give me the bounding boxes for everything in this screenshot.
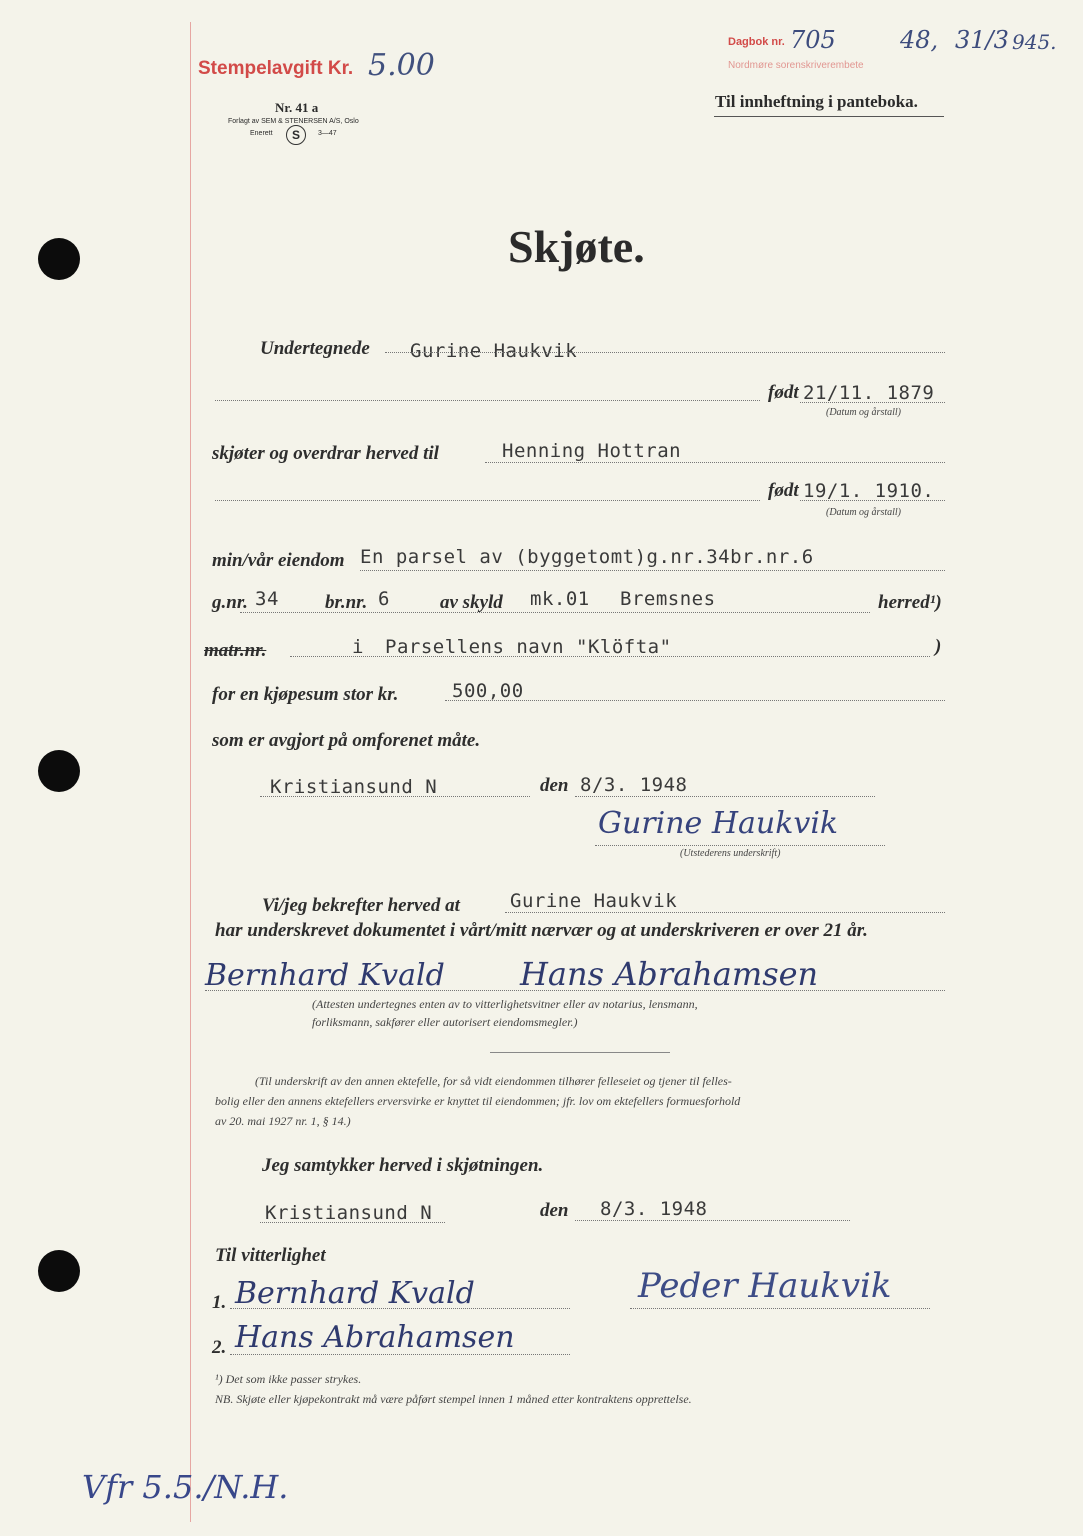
dotted-line xyxy=(230,1308,570,1309)
signature-caption: (Utstederens underskrift) xyxy=(680,848,781,859)
witness-signature-2: Hans Abrahamsen xyxy=(520,955,819,993)
gnr-label: g.nr. xyxy=(212,592,248,613)
stamp-value: 5.00 xyxy=(368,48,435,83)
close-paren: ) xyxy=(935,636,942,657)
skyld-value: mk.01 xyxy=(530,588,590,610)
journal-date: 31/3 xyxy=(955,26,1009,54)
spouse-note-line-2: bolig eller den annens ektefellers erversvirke er knyttet til eiendommen; jfr. lov om ektefellers formuesforhold xyxy=(215,1094,741,1108)
spouse-note-line: (Til underskrift av den annen ektefelle, for så vidt eiendommen tilhører felleseiet og tjener til felles- xyxy=(255,1074,732,1088)
signing-place: Kristiansund N xyxy=(270,776,438,798)
property-description: En parsel av (byggetomt)g.nr.34br.nr.6 xyxy=(360,546,814,568)
consent-text: Jeg samtykker herved i skjøtningen. xyxy=(262,1155,544,1176)
dotted-line xyxy=(260,796,530,797)
price-label: for en kjøpesum stor kr. xyxy=(212,684,399,705)
matr-i: i xyxy=(352,636,364,658)
confirm-line: har underskrevet dokumentet i vårt/mitt nærvær og at underskriveren er over 21 år. xyxy=(215,920,868,941)
consent-den-label: den xyxy=(540,1200,569,1221)
margin-line xyxy=(190,22,191,1522)
dotted-line xyxy=(505,912,945,913)
born-label-2: født xyxy=(768,480,799,501)
footnote-2: NB. Skjøte eller kjøpekontrakt må være påført stempel innen 1 måned etter kontraktens opprettelse. xyxy=(215,1392,692,1406)
stamp-label: Stempelavgift Kr. xyxy=(198,58,354,79)
property-label: min/vår eiendom xyxy=(212,550,345,571)
consent-signature-1: Bernhard Kvald xyxy=(235,1276,475,1311)
document-title: Skjøte. xyxy=(508,221,645,272)
dotted-line xyxy=(445,700,945,701)
spouse-signature: Peder Haukvik xyxy=(638,1266,892,1306)
confirm-label: Vi/jeg bekrefter herved at xyxy=(262,895,460,916)
datum-caption-2: (Datum og årstall) xyxy=(826,507,901,518)
attest-note-2: forliksmann, sakfører eller autorisert eiendomsmegler.) xyxy=(312,1015,578,1029)
dotted-line xyxy=(575,1220,850,1221)
dotted-line xyxy=(205,990,945,991)
dotted-line xyxy=(230,1354,570,1355)
seller-birth: 21/11. 1879 xyxy=(803,382,935,404)
transfer-label: skjøter og overdrar herved til xyxy=(212,443,439,464)
den-label: den xyxy=(540,775,569,796)
punch-hole xyxy=(38,750,80,792)
witness-number-1: 1. xyxy=(212,1292,227,1313)
dotted-line xyxy=(800,402,945,403)
seller-name: Gurine Haukvik xyxy=(410,340,578,362)
journal-extra: 945. xyxy=(1012,30,1057,54)
dotted-line xyxy=(240,612,870,613)
dotted-line xyxy=(800,500,945,501)
datum-caption: (Datum og årstall) xyxy=(826,407,901,418)
consent-place: Kristiansund N xyxy=(265,1202,433,1224)
separator xyxy=(490,1052,670,1053)
witness-signature-1: Bernhard Kvald xyxy=(205,958,445,993)
dotted-line xyxy=(595,845,885,846)
publisher-logo-icon: S xyxy=(286,125,306,145)
agreed-text: som er avgjort på omforenet måte. xyxy=(212,730,481,751)
gnr-value: 34 xyxy=(255,588,279,610)
witness-number-2: 2. xyxy=(212,1337,227,1358)
spouse-note-line-3: av 20. mai 1927 nr. 1, § 14.) xyxy=(215,1114,351,1128)
brnr-value: 6 xyxy=(378,588,390,610)
dotted-line xyxy=(260,1222,445,1223)
consent-date: 8/3. 1948 xyxy=(600,1198,708,1220)
confirm-name: Gurine Haukvik xyxy=(510,890,678,912)
publisher-line: Forlagt av SEM & STENERSEN A/S, Oslo xyxy=(228,118,359,125)
herred-label: herred¹) xyxy=(878,592,942,613)
journal-stamp-label: Dagbok nr. xyxy=(728,36,785,48)
signing-date: 8/3. 1948 xyxy=(580,774,688,796)
price-value: 500,00 xyxy=(452,680,524,702)
dotted-line xyxy=(360,570,945,571)
buyer-birth: 19/1. 1910. xyxy=(803,480,935,502)
punch-hole xyxy=(38,1250,80,1292)
dotted-line xyxy=(485,462,945,463)
buyer-name: Henning Hottran xyxy=(502,440,682,462)
dotted-line xyxy=(575,796,875,797)
dotted-line xyxy=(385,352,945,353)
footnote: ¹) Det som ikke passer strykes. xyxy=(215,1372,362,1386)
journal-number: 705 xyxy=(790,26,836,54)
parcel-name: Parsellens navn "Klöfta" xyxy=(385,636,672,658)
journal-year: 48, xyxy=(900,26,939,54)
skyld-label: av skyld xyxy=(440,592,503,613)
dotted-line xyxy=(215,500,760,501)
binding-note: Til innheftning i panteboka. xyxy=(715,92,918,111)
dotted-line xyxy=(215,400,760,401)
publisher-rights: Enerett xyxy=(250,130,273,137)
margin-annotation: Vfr 5.5./N.H. xyxy=(82,1468,289,1506)
binding-note-underline xyxy=(714,116,944,117)
undertegnede-label: Undertegnede xyxy=(260,338,370,359)
journal-stamp-office: Nordmøre sorenskriverembete xyxy=(728,60,864,71)
matr-label: matr.nr. xyxy=(204,640,267,661)
herred-value: Bremsnes xyxy=(620,588,716,610)
seller-signature: Gurine Haukvik xyxy=(598,806,839,841)
punch-hole xyxy=(38,238,80,280)
vitterlighet-label: Til vitterlighet xyxy=(215,1245,326,1266)
publisher-date: 3—47 xyxy=(318,130,337,137)
consent-signature-2: Hans Abrahamsen xyxy=(235,1320,515,1355)
attest-note: (Attesten undertegnes enten av to vitterlighetsvitner eller av notarius, lensmann, xyxy=(312,997,698,1011)
form-number: Nr. 41 a xyxy=(275,100,319,115)
born-label: født xyxy=(768,382,799,403)
dotted-line xyxy=(630,1308,930,1309)
brnr-label: br.nr. xyxy=(325,592,368,613)
dotted-line xyxy=(290,656,930,657)
